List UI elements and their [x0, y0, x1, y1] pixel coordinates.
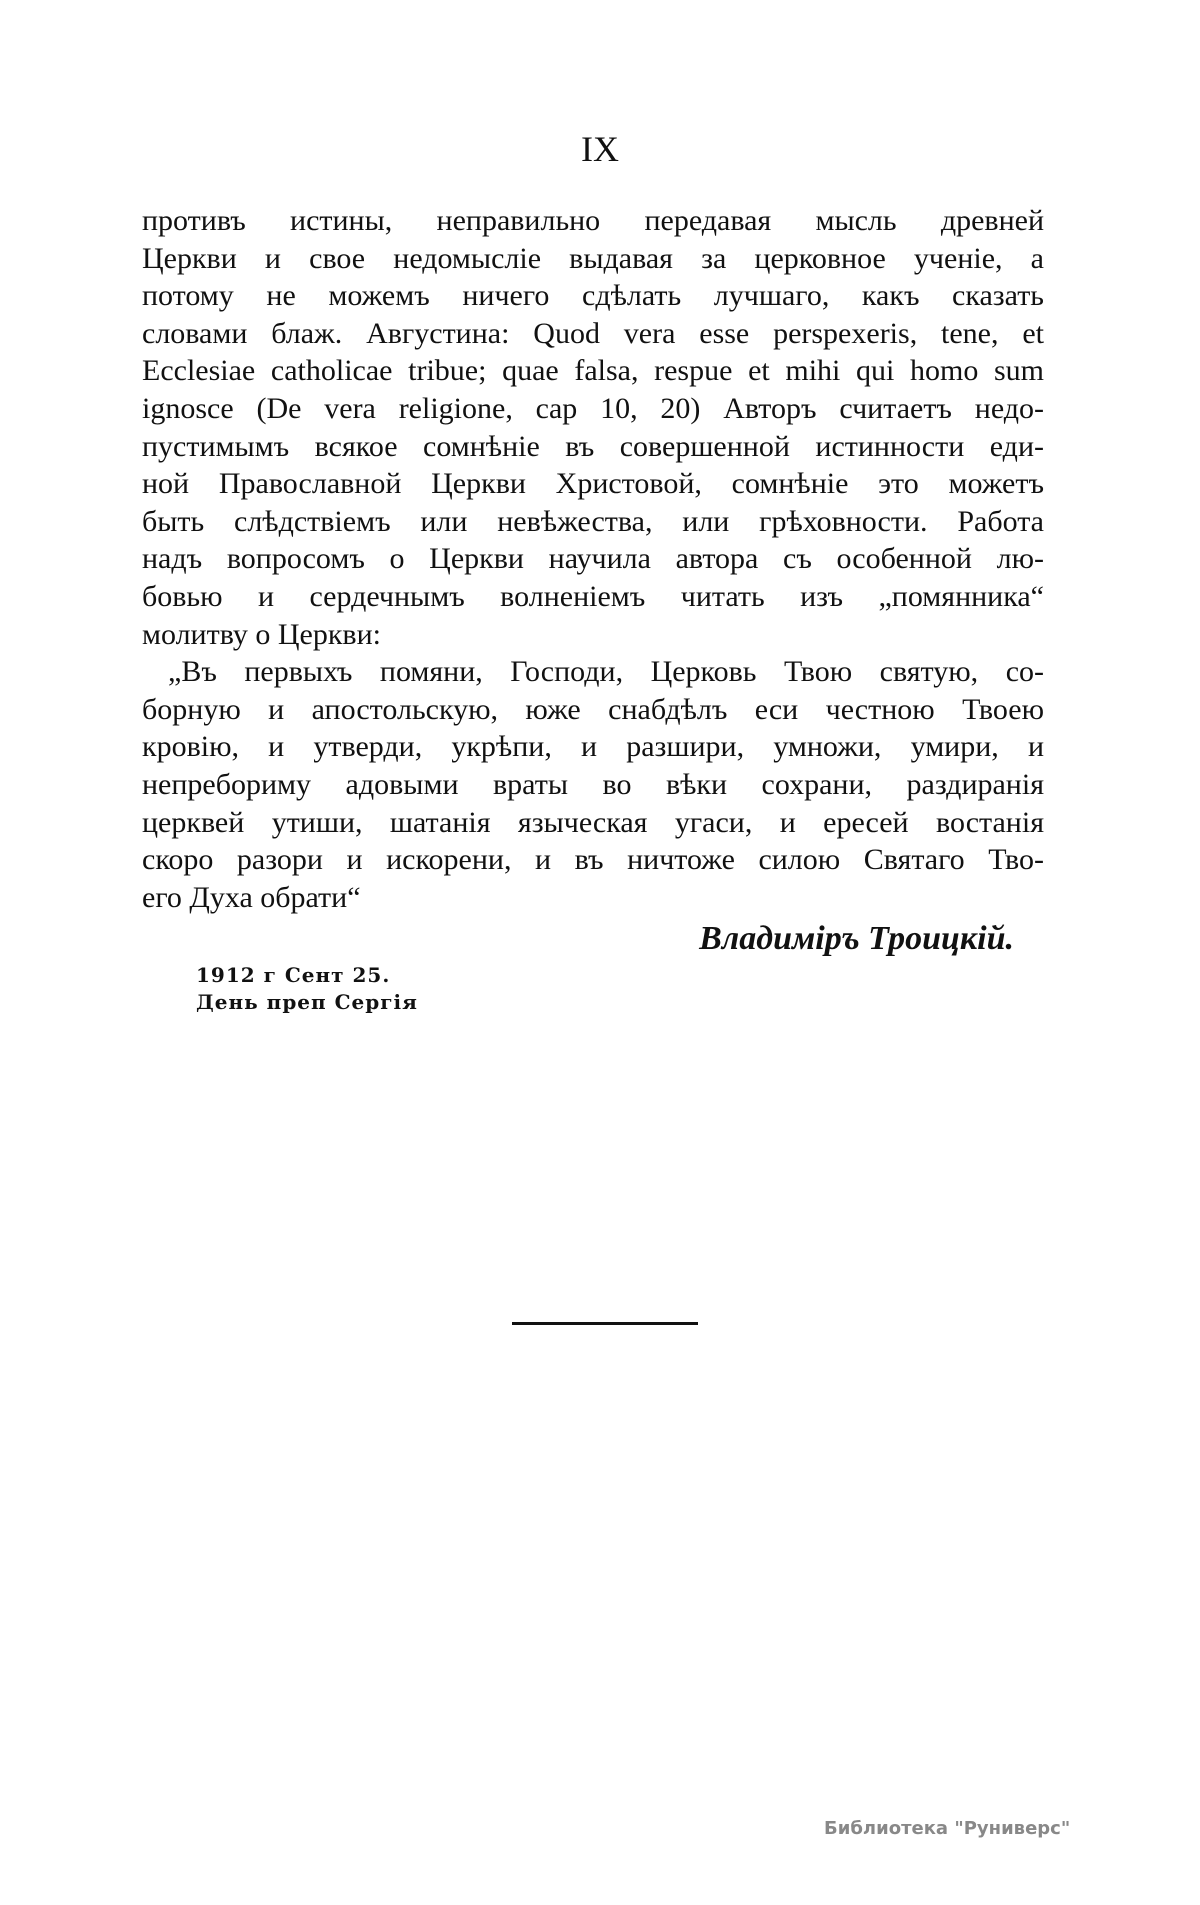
- text-line: потому не можемъ ничего сдѣлать лучшаго, какъ сказать: [142, 279, 1044, 313]
- text-line: ignosce (De vera religione, cap 10, 20) Авторъ считаетъ недо-: [142, 391, 1044, 425]
- text-line: надъ вопросомъ о Церкви научила автора съ особенной лю-: [142, 542, 1044, 576]
- text-line: молитву о Церкви:: [142, 617, 381, 651]
- text-line: скоро разори и искорени, и въ ничтоже силою Святаго Тво-: [142, 843, 1044, 877]
- text-line: борную и апостольскую, юже снабдѣлъ еси честною Твоею: [142, 692, 1044, 726]
- paragraph-2-prayer: [142, 653, 1044, 916]
- page-number: IX: [581, 129, 619, 169]
- text-line: Ecclesiae catholicae tribue; quae falsa, respue et mihi qui homo sum: [142, 354, 1044, 388]
- text-line: противъ истины, неправильно передавая мысль древней: [142, 204, 1044, 237]
- date-line: 1912 г Сент 25.: [196, 963, 391, 987]
- text-line: его Духа обрати“: [142, 880, 361, 914]
- body-text: [142, 202, 1044, 916]
- text-line: „Въ первыхъ помяни, Господи, Церковь Твою святую, со-: [168, 655, 1044, 689]
- text-line: словами блаж. Августина: Quod vera esse perspexeris, tene, et: [142, 316, 1044, 350]
- text-line: кровію, и утверди, укрѣпи, и разшири, умножи, умири, и: [142, 730, 1044, 764]
- feast-day-line: День преп Сергія: [196, 990, 418, 1014]
- text-line: пустимымъ всякое сомнѣніе въ совершенной истинности еди-: [142, 429, 1044, 463]
- date-block: [196, 962, 418, 1016]
- text-line: бовью и сердечнымъ волненіемъ читать изъ „помянника“: [142, 579, 1044, 613]
- library-watermark: Библиотека "Руниверс": [824, 1818, 1071, 1839]
- text-line: ной Православной Церкви Христовой, сомнѣніе это можетъ: [142, 467, 1044, 501]
- text-line: быть слѣдствіемъ или невѣжества, или грѣховности. Работа: [142, 504, 1044, 538]
- text-line: церквей утиши, шатанія языческая угаси, и ересей востанія: [142, 805, 1044, 839]
- paragraph-1: [142, 202, 1044, 653]
- author-signature: Владиміръ Троицкій.: [699, 920, 1014, 957]
- section-end-rule: [512, 1322, 698, 1325]
- text-line: непребориму адовыми враты во вѣки сохрани, раздиранія: [142, 767, 1044, 801]
- text-line: Церкви и свое недомысліе выдавая за церковное ученіе, а: [142, 241, 1044, 275]
